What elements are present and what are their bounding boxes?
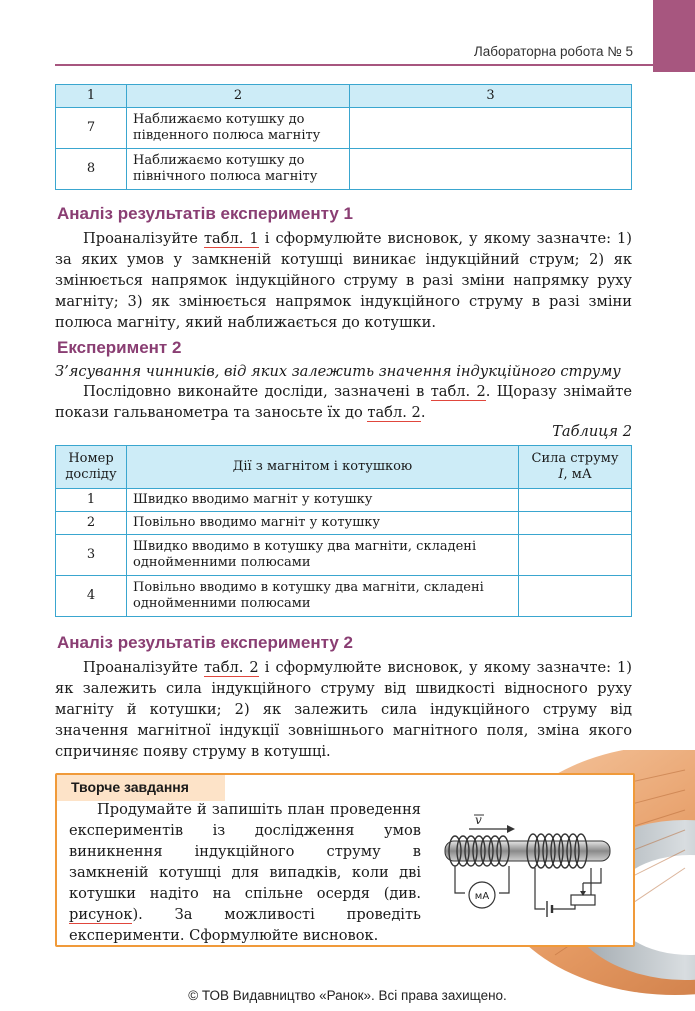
experiment-2-heading: Експеримент 2 (57, 338, 182, 357)
row-action-line: однойменними полюсами (133, 555, 311, 570)
text-segment: ). За можливості проведіть експерименти. Сформулюйте висновок. (69, 906, 421, 944)
text-segment: і сформулюйте висновок, у якому зазначте: 1) як залежить сила індукційного струму від швидкості відносного руху магніту й котушки; 2) як залежить сила індукційного струму від значення магнітної індукції зовнішнього магнітного поля, зміна якого спричиняє появу струму в котушці. (55, 659, 633, 760)
row-value (519, 576, 632, 617)
table-row (56, 149, 632, 190)
row-number: 8 (56, 149, 127, 190)
row-number: 7 (56, 108, 127, 149)
text-segment: . (420, 404, 426, 421)
text-segment: . Щоразу знімайте покази гальванометра та заносьте їх до (55, 383, 632, 421)
row-value (519, 489, 632, 512)
row-action: Повільно вводимо магніт у котушку (127, 512, 519, 535)
copyright-footer: © ТОВ Видавництво «Ранок». Всі права захищено. (188, 988, 507, 1003)
current-symbol: I (558, 467, 564, 482)
analysis-2-text (55, 657, 632, 762)
table-2-header-row (56, 446, 632, 489)
row-action-line: однойменними полюсами (133, 596, 311, 611)
text-segment: Продумайте й запишіть план проведення експериментів із дослідження умов виникнення індукційного струму в замкненій котушці для випадків, коли дві котушки надіто на спільне осердя (див. (69, 801, 421, 902)
table-row (56, 489, 632, 512)
header-line: Сила струму (531, 451, 619, 466)
table-2-reference-link[interactable]: табл. 2 (203, 659, 259, 676)
page-corner-tab (653, 0, 695, 72)
header-rule (55, 64, 695, 66)
row-number: 2 (56, 512, 127, 535)
experiment-2-instructions (55, 381, 632, 423)
text-segment: Проаналізуйте (83, 659, 204, 676)
text-segment: Послідовно виконайте досліди, зазначені в (83, 383, 431, 400)
analysis-1-text (55, 228, 632, 333)
header-line: Номер (68, 451, 114, 466)
two-coils-figure (437, 809, 617, 919)
row-action-line: Наближаємо котушку до (133, 112, 305, 127)
row-action-line: південного полюса магніту (133, 128, 321, 143)
table-1 (55, 84, 632, 190)
row-action (127, 149, 350, 190)
row-action-line: Повільно вводимо в котушку два магніти, складені (133, 580, 484, 595)
row-number: 4 (56, 576, 127, 617)
creative-task-title: Творче завдання (71, 779, 189, 795)
table-1-reference-link[interactable]: табл. 1 (203, 230, 259, 247)
header-current (519, 446, 632, 489)
table-1-header-col-2: 2 (127, 85, 350, 108)
figure-reference-link[interactable]: рисунок (69, 906, 133, 923)
table-1-header-col-1: 1 (56, 85, 127, 108)
table-1-header-row (56, 85, 632, 108)
row-action (127, 576, 519, 617)
text-segment: і сформулюйте висновок, у якому зазначте: 1) за яких умов у замкненій котушці виникає індукційний струм; 2) як змінюється напрямок індукційного струму в разі зміни напрямку руху магніту; 3) як змінюється напрямок індукційного струму в разі зміни полюса магніту, який наближається до котушки. (55, 230, 633, 331)
table-row (56, 108, 632, 149)
table-row (56, 512, 632, 535)
current-unit: , мА (563, 467, 592, 482)
table-row (56, 535, 632, 576)
header-experiment-number (56, 446, 127, 489)
table-2-caption: Таблиця 2 (552, 423, 632, 440)
header-actions: Дії з магнітом і котушкою (127, 446, 519, 489)
row-value (350, 108, 632, 149)
velocity-label: v (475, 813, 482, 827)
row-value (519, 512, 632, 535)
row-action: Швидко вводимо магніт у котушку (127, 489, 519, 512)
table-2-reference-link[interactable]: табл. 2 (367, 404, 421, 421)
milliammeter-label: мА (474, 891, 490, 902)
row-action-line: північного полюса магніту (133, 169, 318, 184)
row-number: 1 (56, 489, 127, 512)
row-action (127, 535, 519, 576)
table-2 (55, 445, 632, 617)
experiment-2-subtitle: З’ясування чинників, від яких залежить значення індукційного струму (55, 363, 621, 380)
analysis-1-heading: Аналіз результатів експерименту 1 (57, 204, 353, 223)
row-action-line: Швидко вводимо в котушку два магніти, складені (133, 539, 477, 554)
creative-task-text (69, 799, 421, 946)
running-title: Лабораторна робота № 5 (473, 44, 633, 59)
row-number: 3 (56, 535, 127, 576)
rheostat (571, 895, 595, 905)
row-action-line: Наближаємо котушку до (133, 153, 305, 168)
table-2-reference-link[interactable]: табл. 2 (430, 383, 486, 400)
velocity-arrowhead (507, 825, 515, 833)
analysis-2-heading: Аналіз результатів експерименту 2 (57, 633, 353, 652)
row-value (519, 535, 632, 576)
table-1-header-col-3: 3 (350, 85, 632, 108)
row-value (350, 149, 632, 190)
creative-task-box (55, 773, 635, 947)
header-line: досліду (65, 467, 117, 482)
text-segment: Проаналізуйте (83, 230, 204, 247)
row-action (127, 108, 350, 149)
table-row (56, 576, 632, 617)
